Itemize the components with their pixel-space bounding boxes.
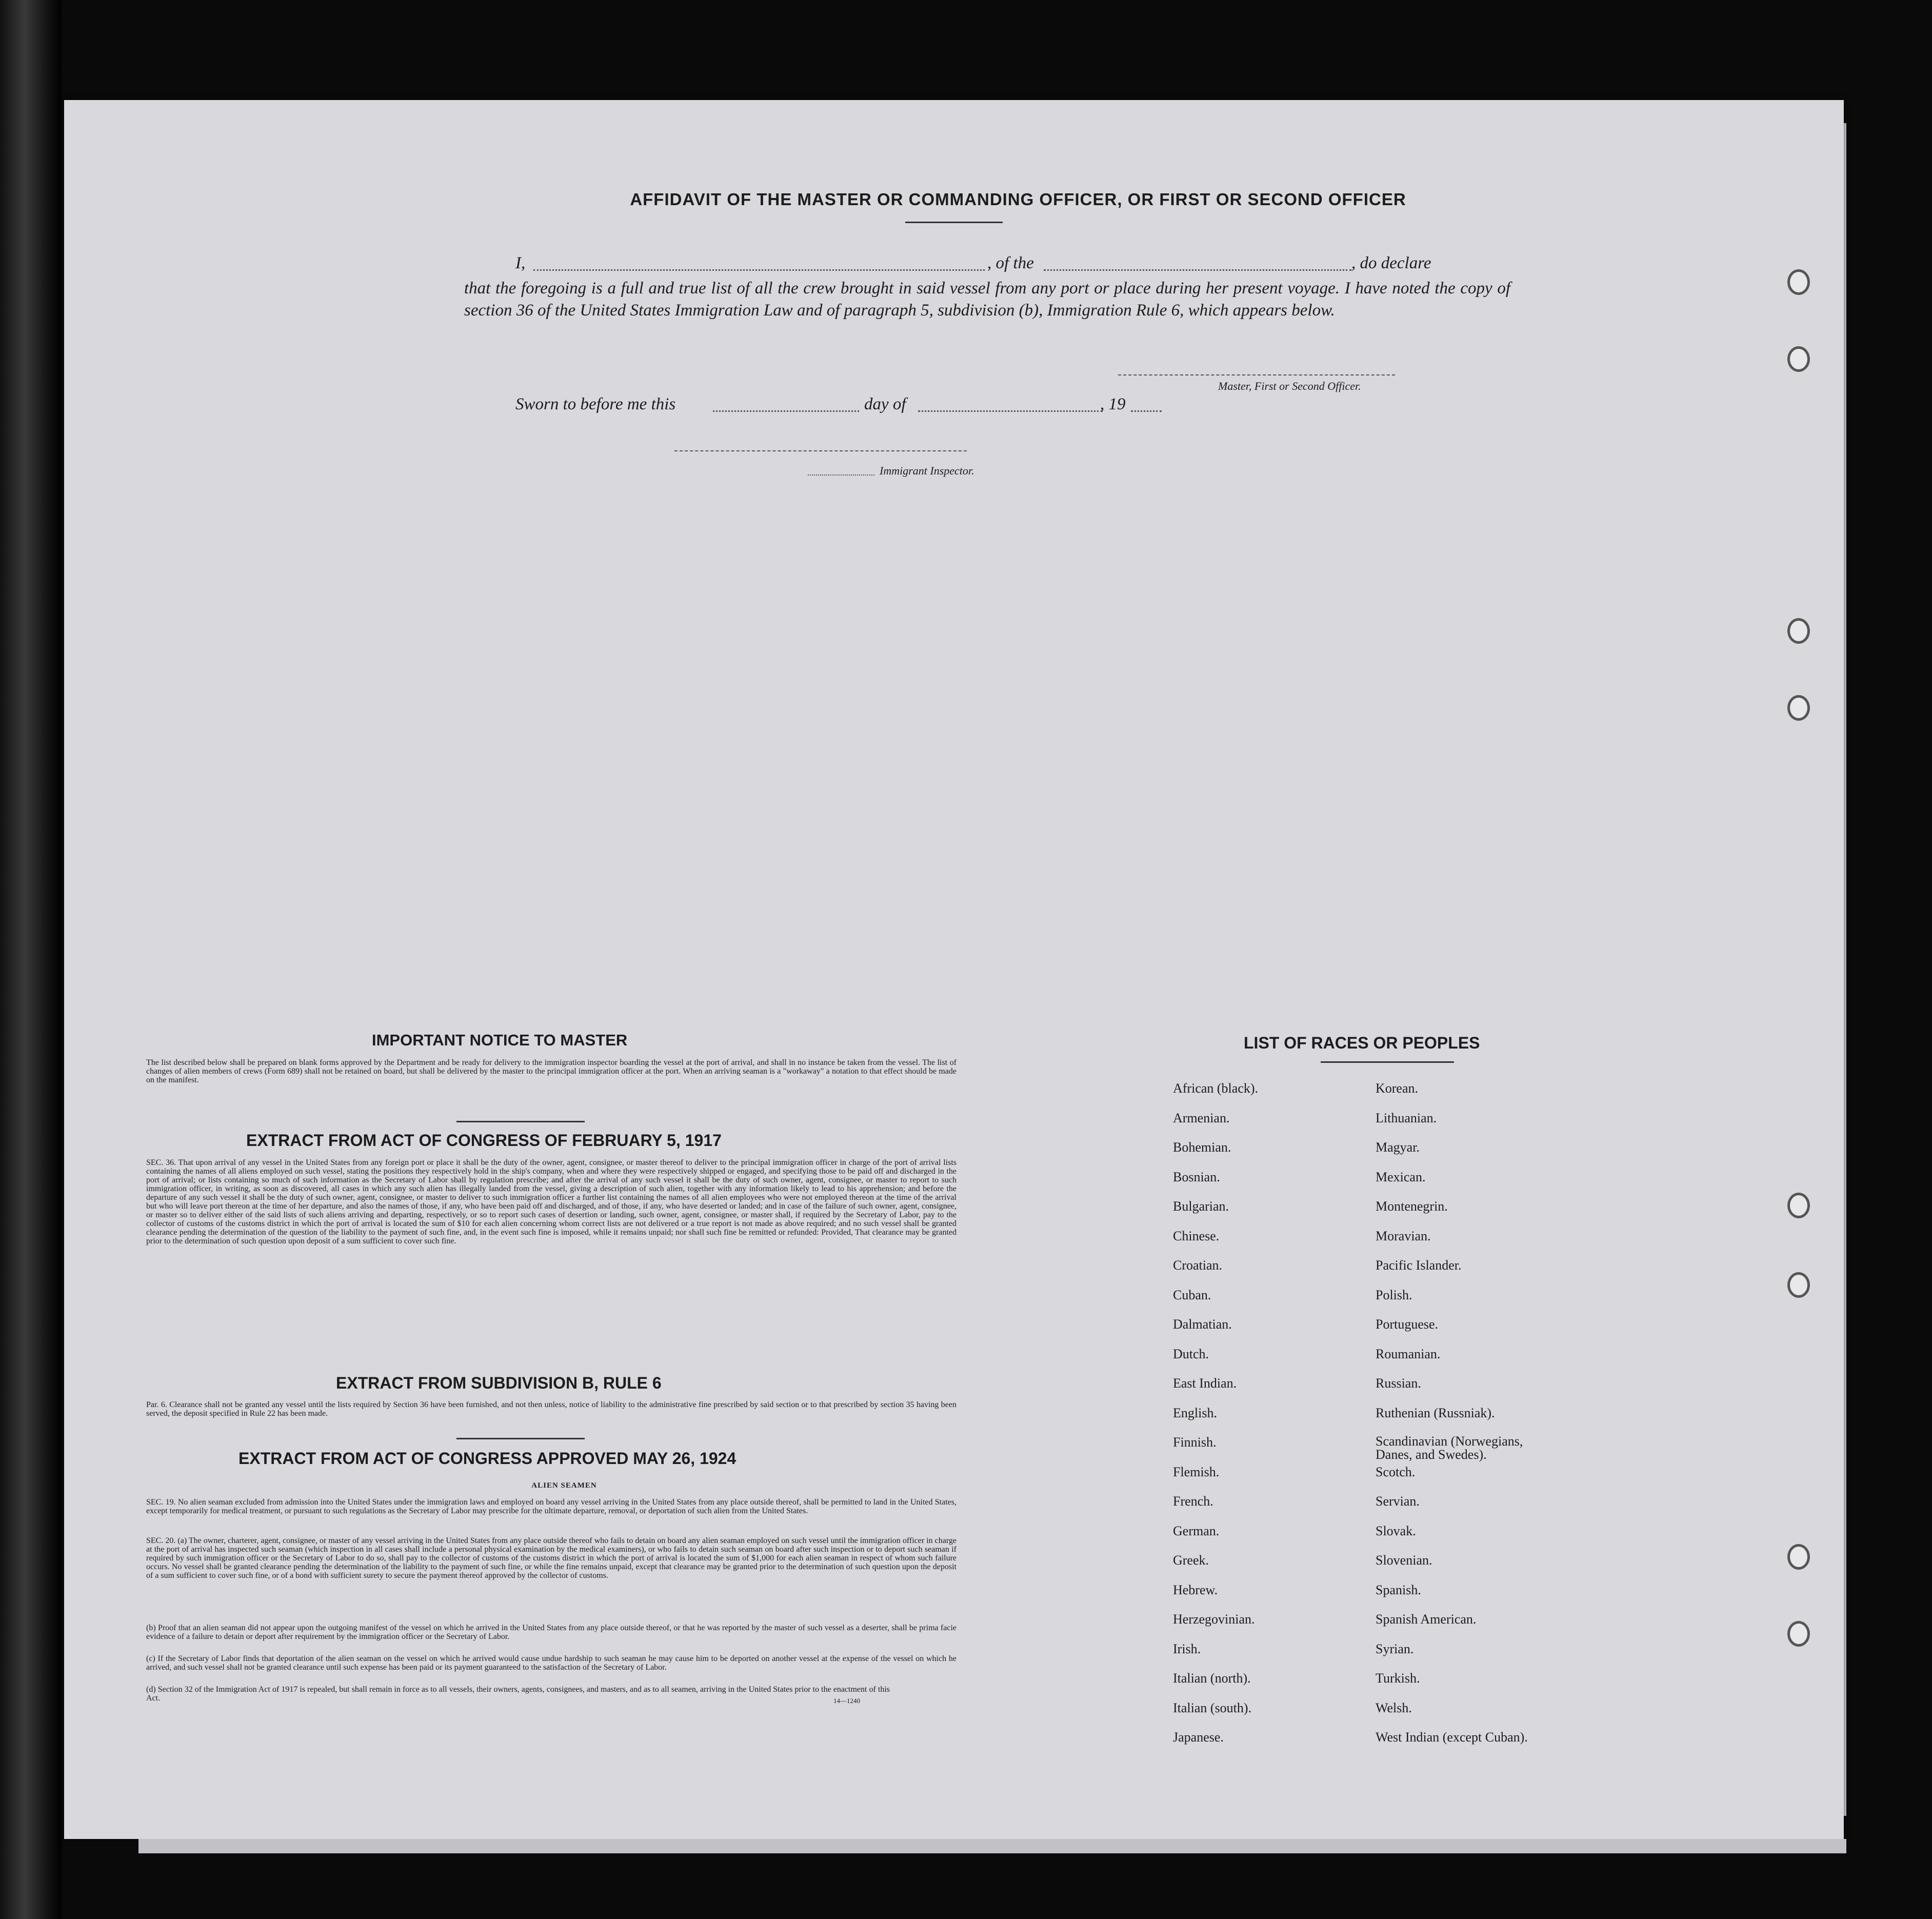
name-blank: [533, 269, 985, 271]
sworn-day-blank: [713, 410, 859, 412]
races-title: LIST OF RACES OR PEOPLES: [1244, 1034, 1480, 1052]
punch-hole: [1787, 346, 1810, 372]
section-divider: [456, 1121, 585, 1122]
vessel-blank: [1044, 269, 1351, 271]
race-item: Finnish.: [1173, 1435, 1217, 1450]
punch-hole: [1787, 1272, 1810, 1298]
race-item: French.: [1173, 1494, 1213, 1509]
inspector-prefix-line: [808, 474, 874, 476]
page-bottom-edge: [138, 1839, 1846, 1853]
race-item: Turkish.: [1376, 1671, 1420, 1686]
race-item: Chinese.: [1173, 1228, 1220, 1243]
race-item: Cuban.: [1173, 1287, 1211, 1302]
race-item: Japanese.: [1173, 1730, 1224, 1745]
race-item: English.: [1173, 1405, 1217, 1420]
sworn-year-blank: [1131, 410, 1162, 412]
title-divider: [905, 222, 1003, 223]
manifest-page: [64, 100, 1844, 1839]
notice-title: IMPORTANT NOTICE TO MASTER: [372, 1031, 628, 1049]
sworn-month-blank: [918, 410, 1103, 412]
race-item: Slovak.: [1376, 1523, 1416, 1538]
race-item: Croatian.: [1173, 1258, 1223, 1273]
extract-rule6-title: EXTRACT FROM SUBDIVISION B, RULE 6: [336, 1374, 662, 1392]
race-item: Korean.: [1376, 1081, 1419, 1096]
extract-1924-sec20a: SEC. 20. (a) The owner, charterer, agent, consignee, or master of any vessel arriving in the United States from any place outside thereof who fails to detain on board any alien seaman employed on such vessel until the immigration officer in charge at the port of arrival has inspected such seaman (which inspection in all cases shall include a personal physical examination by the medical examiners), or who fails to detain such seaman on board after such inspection or to deport such seaman if required by such immigration officer or the Secretary of Labor to do so, shall pay to the collector of customs of the customs district in which the port of arrival is located the sum of $1,000 for each alien seaman in respect of whom such failure occurs. No vessel shall be granted clearance pending the determination of the liability to the payment of such fine, or while the fine remains unpaid, except that clearance may be granted prior to the determination of such question upon the deposit of a sum sufficient to cover such fine, or of a bond with sufficient surety to secure the payment thereof approved by the collector of customs.: [146, 1536, 957, 1580]
inspector-signature-line: [674, 450, 967, 451]
race-item: Spanish American.: [1376, 1612, 1477, 1627]
affidavit-i-label: I,: [515, 254, 526, 272]
punch-hole: [1787, 1544, 1810, 1570]
form-number: 14—1240: [833, 1697, 860, 1705]
punch-hole: [1787, 1621, 1810, 1647]
day-of-label: day of: [864, 395, 906, 413]
inspector-label: Immigrant Inspector.: [880, 464, 974, 477]
scanner-frame-left: [0, 0, 62, 1919]
race-item: Russian.: [1376, 1376, 1421, 1391]
affidavit-title: AFFIDAVIT OF THE MASTER OR COMMANDING OFFICER, OR FIRST OR SECOND OFFICER: [630, 190, 1406, 209]
year-label: , 19: [1100, 395, 1126, 413]
race-item: Ruthenian (Russniak).: [1376, 1405, 1495, 1420]
extract-1917-text: SEC. 36. That upon arrival of any vessel in the United States from any foreign port or place it shall be the duty of the owner, agent, consignee, or master thereof to deliver to the principal immigration officer in charge of the port of arrival lists containing the names of all aliens employed on such vessel, stating the positions they respectively hold in the ship's company, when and where they were respectively shipped or engaged, and specifying those to be paid off and discharged in the port of arrival; or lists containing so much of such information as the Secretary of Labor shall by regulation prescribe; and after the arrival of any such vessel it shall be the duty of such owner, agent, consignee, or master to report to such immigration officer, in writing, as soon as discovered, all cases in which any such alien has illegally landed from the vessel, giving a description of such alien, together with any information likely to lead to his apprehension; and before the departure of any such vessel it shall be the duty of such owner, agent, consignee, or master to deliver to such immigration officer a further list containing the names of all alien employees who were not employed thereon at the time of the arrival but who will leave port thereon at the time of her departure, and also the names of those, if any, who have been paid off and discharged, and of those, if any, who have deserted or landed; and in case of the failure of such owner, agent, consignee, or master so to deliver either of the said lists of such aliens arriving and departing, respectively, or so to report such cases of desertion or landing, such owner, agent, consignee, or master shall, if required by the Secretary of Labor, pay to the collector of customs of the customs district in which the port of arrival is located the sum of $10 for each alien concerning whom correct lists are not delivered or a true report is not made as above required; and no such vessel shall be granted clearance pending the determination of the question of the liability to the payment of such fine, and, in the event such fine is imposed, while it remains unpaid; nor shall such fine be remitted or refunded: Provided, That clearance may be granted prior to the determination of such question upon deposit of a sum sufficient to cover such fine.: [146, 1158, 957, 1245]
extract-1924-sec19: SEC. 19. No alien seaman excluded from admission into the United States under the immigration laws and employed on board any vessel arriving in the United States from any place outside thereof, shall be permitted to land in the United States, except temporarily for medical treatment, or pursuant to such regulations as the Secretary of Labor may prescribe for the ultimate departure, removal, or deportation of such alien from the United States.: [146, 1498, 957, 1515]
race-item: Polish.: [1376, 1287, 1412, 1302]
master-signature-line: [1118, 374, 1395, 375]
races-column-2: [1376, 1081, 1550, 1759]
race-item: East Indian.: [1173, 1376, 1237, 1391]
race-item: Magyar.: [1376, 1140, 1420, 1155]
race-item: Herzegovinian.: [1173, 1612, 1255, 1627]
punch-hole: [1787, 618, 1810, 644]
race-item: Dalmatian.: [1173, 1317, 1232, 1332]
punch-hole: [1787, 695, 1810, 721]
extract-1924-sec20b: (b) Proof that an alien seaman did not appear upon the outgoing manifest of the vessel on which he arrived in the United States from any place outside thereof, or that he was reported by the master of such vessel as a deserter, shall be prima facie evidence of a failure to detain or deport after requirement by the immigration officer or the Secretary of Labor.: [146, 1624, 957, 1641]
affidavit-body: that the foregoing is a full and true list of all the crew brought in said vessel from any port or place during her present voyage. I have noted the copy of section 36 of the United States Immigration Law and of paragraph 5, subdivision (b), Immigration Rule 6, which appears below.: [464, 279, 1510, 320]
extract-1917-title: EXTRACT FROM ACT OF CONGRESS OF FEBRUARY 5, 1917: [246, 1131, 722, 1150]
race-item: Italian (south).: [1173, 1700, 1252, 1715]
punch-hole: [1787, 269, 1810, 295]
race-item: Slovenian.: [1376, 1553, 1432, 1568]
punch-hole: [1787, 1193, 1810, 1218]
sworn-label: Sworn to before me this: [515, 395, 676, 413]
extract-1924-sec20d: (d) Section 32 of the Immigration Act of 1917 is repealed, but shall remain in force as to all vessels, their owners, agents, consignees, and masters, and as to all seamen, arriving in the United States prior to the enactment of this Act.: [146, 1685, 890, 1703]
race-item: Bohemian.: [1173, 1140, 1231, 1155]
extract-1924-title: EXTRACT FROM ACT OF CONGRESS APPROVED MAY 26, 1924: [238, 1449, 736, 1468]
race-item: Welsh.: [1376, 1700, 1412, 1715]
race-item: Irish.: [1173, 1641, 1201, 1656]
race-item: African (black).: [1173, 1081, 1259, 1096]
race-item: Spanish.: [1376, 1582, 1421, 1597]
races-divider: [1321, 1061, 1454, 1063]
affidavit-do-declare-label: , do declare: [1351, 254, 1431, 272]
race-item: Pacific Islander.: [1376, 1258, 1462, 1273]
race-item: Dutch.: [1173, 1346, 1209, 1361]
race-item: Lithuanian.: [1376, 1110, 1437, 1125]
race-item: Flemish.: [1173, 1464, 1220, 1479]
alien-seamen-subtitle: ALIEN SEAMEN: [531, 1481, 597, 1490]
race-item: Mexican.: [1376, 1169, 1426, 1184]
race-item: Moravian.: [1376, 1228, 1431, 1243]
race-item: Portuguese.: [1376, 1317, 1439, 1332]
master-signature-label: Master, First or Second Officer.: [1218, 380, 1361, 392]
race-item: Bosnian.: [1173, 1169, 1220, 1184]
race-item: Bulgarian.: [1173, 1199, 1229, 1214]
race-item: Syrian.: [1376, 1641, 1414, 1656]
race-item: West Indian (except Cuban).: [1376, 1730, 1528, 1745]
race-item: Italian (north).: [1173, 1671, 1251, 1686]
extract-rule6-text: Par. 6. Clearance shall not be granted any vessel until the lists required by Section 36 have been furnished, and not then unless, notice of liability to the administrative fine prescribed by said section or to that prescribed by section 35 having been served, the deposit specified in Rule 22 has been made.: [146, 1400, 957, 1418]
race-item: Montenegrin.: [1376, 1199, 1448, 1214]
race-item: Servian.: [1376, 1494, 1420, 1509]
affidavit-of-the-label: , of the: [987, 254, 1034, 272]
race-item: Hebrew.: [1173, 1582, 1218, 1597]
races-column-1: [1173, 1081, 1258, 1759]
race-item: Roumanian.: [1376, 1346, 1441, 1361]
race-item: Scandinavian (Norwegians, Danes, and Swedes).: [1376, 1434, 1523, 1462]
race-item: Scotch.: [1376, 1464, 1416, 1479]
race-item: German.: [1173, 1523, 1220, 1538]
race-item: Armenian.: [1173, 1110, 1230, 1125]
notice-text: The list described below shall be prepared on blank forms approved by the Department and be ready for delivery to the immigration inspector boarding the vessel at the port of arrival, and shall in no instance be taken from the vessel. The list of changes of alien members of crews (Form 689) shall not be retained on board, but shall be delivered by the master to the principal immigration officer at the port. When an arriving seaman is a "workaway" a notation to that effect should be made on the manifest.: [146, 1058, 957, 1084]
section-divider: [456, 1438, 585, 1439]
race-item: Greek.: [1173, 1553, 1209, 1568]
extract-1924-sec20c: (c) If the Secretary of Labor finds that deportation of the alien seaman on the vessel on which he arrived would cause undue hardship to such seaman he may cause him to be deported on another vessel at the expense of the vessel on which he arrived, and such vessel shall not be granted clearance until such expense has been paid or its payment guaranteed to the satisfaction of the Secretary of Labor.: [146, 1654, 957, 1672]
